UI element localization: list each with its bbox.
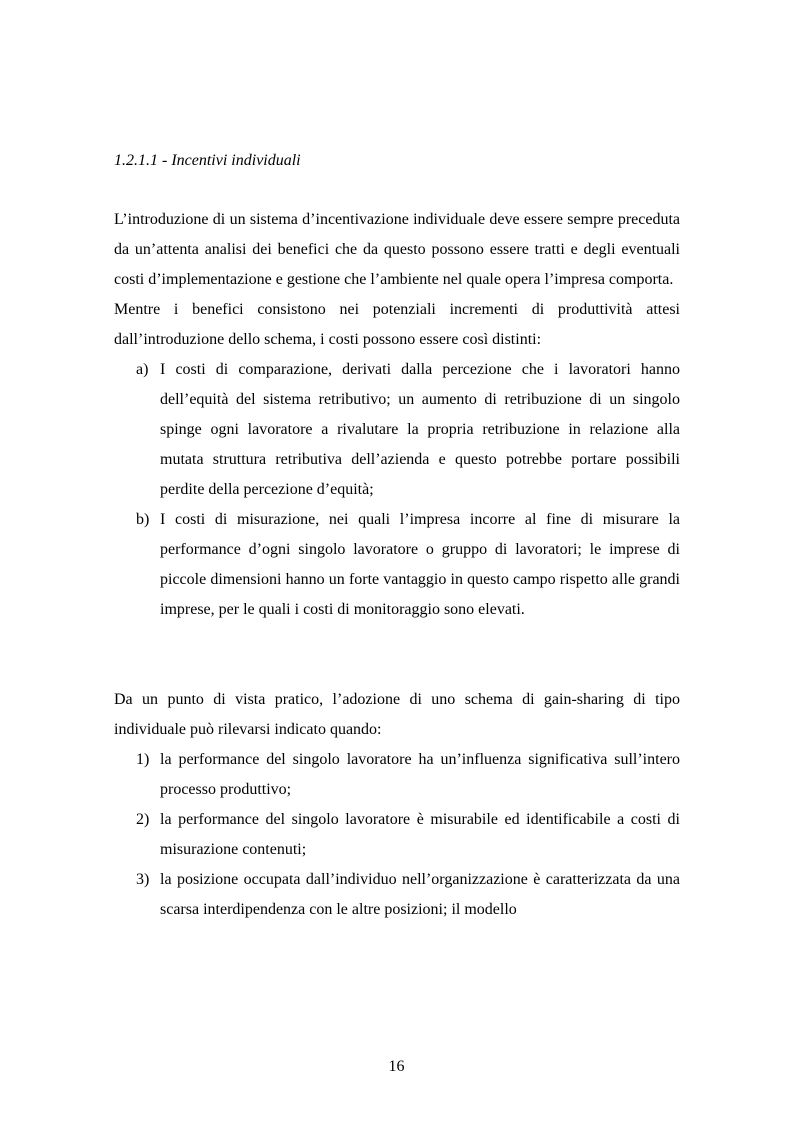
body-section-costs: [114, 205, 680, 625]
cost-list: [114, 355, 680, 625]
conditions-list: [114, 745, 680, 925]
list-item-text: la performance del singolo lavoratore ha un’influenza significativa sull’intero processo produttivo;: [160, 751, 680, 798]
list-item: [114, 505, 680, 625]
intro-paragraph: L’introduzione di un sistema d’incentivazione individuale deve essere sempre preceduta da un’attenta analisi dei benefici che da questo possono essere tratti e degli eventuali costi d’implementazione e gestione che l’ambiente nel quale opera l’impresa comporta.: [114, 211, 680, 288]
list-item-text: la posizione occupata dall’individuo nell’organizzazione è caratterizzata da una scarsa interdipendenza con le altre posizioni; il modello: [160, 871, 680, 918]
list-item: [114, 745, 680, 805]
list-marker: 3): [136, 871, 150, 888]
list-marker: 2): [136, 811, 150, 828]
list-marker: a): [136, 361, 149, 378]
practical-paragraph: Da un punto di vista pratico, l’adozione di uno schema di gain-sharing di tipo individuale può rilevarsi indicato quando:: [114, 691, 680, 738]
list-item: [114, 355, 680, 505]
list-marker: 1): [136, 751, 150, 768]
body-section-conditions: [114, 685, 680, 925]
list-item: [114, 865, 680, 925]
list-item: [114, 805, 680, 865]
list-item-text: I costi di comparazione, derivati dalla percezione che i lavoratori hanno dell’equità del sistema retributivo; un aumento di retribuzione di un singolo spinge ogni lavoratore a rivalutare la propria retribuzione in relazione alla mutata struttura retributiva dell’azienda e questo potrebbe portare possibili perdite della percezione d’equità;: [160, 361, 680, 498]
page-number: 16: [388, 1058, 405, 1075]
list-marker: b): [136, 511, 150, 528]
list-item-text: la performance del singolo lavoratore è misurabile ed identificabile a costi di misurazione contenuti;: [160, 811, 680, 858]
benefits-paragraph: Mentre i benefici consistono nei potenziali incrementi di produttività attesi dall’introduzione dello schema, i costi possono essere così distinti:: [114, 301, 680, 348]
list-item-text: I costi di misurazione, nei quali l’impresa incorre al fine di misurare la performance d’ogni singolo lavoratore o gruppo di lavoratori; le imprese di piccole dimensioni hanno un forte vantaggio in questo campo rispetto alle grandi imprese, per le quali i costi di monitoraggio sono elevati.: [160, 511, 680, 618]
section-heading: 1.2.1.1 - Incentivi individuali: [114, 152, 301, 169]
